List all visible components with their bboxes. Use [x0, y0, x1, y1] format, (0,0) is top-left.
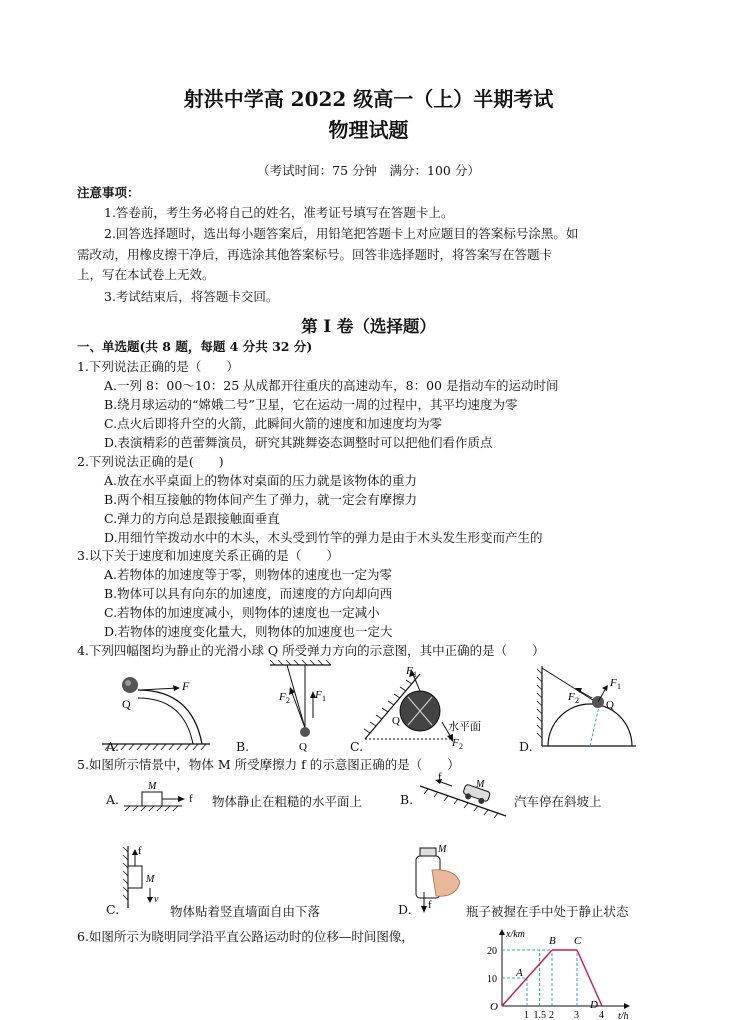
force-label: F — [406, 665, 413, 677]
exam-info: （考试时间：75 分钟 满分：100 分） — [257, 163, 480, 178]
figure-5c — [118, 842, 168, 910]
figure-5b — [416, 772, 510, 820]
figure-4b — [265, 660, 335, 755]
x-tick-label: 4 — [599, 1010, 604, 1020]
origin-label: O — [490, 1001, 498, 1013]
friction-label: f — [438, 772, 442, 783]
x-tick-label: 2 — [549, 1010, 554, 1020]
subscript: 1 — [413, 670, 417, 679]
x-tick-label: 1 — [524, 1010, 529, 1020]
option: C.弹力的方向总是跟接触面垂直 — [104, 511, 280, 526]
question-stem: 4.下列四幅图均为静止的光滑小球 Q 所受弹力方向的示意图，其中正确的是（ ） — [77, 643, 545, 658]
force-label: F — [279, 691, 286, 703]
option-label: D. — [519, 739, 533, 754]
question-stem: 6.如图所示为晓明同学沿平直公路运动时的位移—时间图像， — [77, 929, 414, 944]
caption: 物体静止在粗糙的水平面上 — [212, 794, 363, 809]
option-label: B. — [400, 792, 414, 807]
option: C.点火后即将升空的火箭，此瞬间火箭的速度和加速度均为零 — [104, 416, 443, 431]
mass-label: M — [438, 844, 447, 855]
mass-label: M — [148, 781, 157, 792]
ball-label: Q — [606, 699, 614, 711]
option: A.一列 8：00～10：25 从成都开往重庆的高速动车，8：00 是指动车的运动时间 — [104, 378, 559, 393]
force-label: F — [610, 677, 617, 689]
option-label: A. — [106, 792, 120, 807]
option: B.绕月球运动的“嫦娥二号”卫星，它在运动一周的过程中，其平均速度为零 — [104, 397, 518, 412]
x-axis-label: t/h — [618, 1011, 629, 1020]
subscript: 2 — [286, 696, 290, 705]
subscript: 2 — [459, 742, 463, 751]
ball-label: Q — [299, 741, 307, 753]
subscript: 1 — [617, 682, 621, 691]
option: D.用细竹竿拨动水中的木头，木头受到竹竿的弹力是由于木头发生形变而产生的 — [104, 530, 543, 545]
y-axis-label: x/km — [506, 929, 525, 940]
velocity-label: v — [154, 894, 159, 905]
notice-heading: 注意事项： — [77, 185, 140, 200]
section-title: 第 I 卷（选择题） — [301, 317, 436, 336]
notice-item: 需改动，用橡皮擦干净后，再选涂其他答案标号。回答非选择题时，将答案写在答题卡 — [77, 247, 553, 262]
force-label: F — [315, 689, 322, 701]
point-label: D — [590, 999, 598, 1011]
notice-item: 上，写在本试卷上无效。 — [77, 267, 215, 282]
subscript: 2 — [575, 696, 579, 705]
y-tick-label: 20 — [487, 946, 497, 957]
series-segment — [577, 950, 602, 1006]
option-label: C. — [106, 902, 120, 917]
option: C.若物体的加速度减小，则物体的速度也一定减小 — [104, 605, 380, 620]
caption: 瓶子被握在手中处于静止状态 — [466, 904, 629, 919]
x-tick-label: 1.5 — [533, 1010, 546, 1020]
caption: 物体贴着竖直墙面自由下落 — [170, 904, 321, 919]
subscript: 1 — [322, 694, 326, 703]
notice-item: 1.答卷前，考生务必将自己的姓名，准考证号填写在答题卡上。 — [104, 205, 454, 220]
option-label: C. — [350, 739, 364, 754]
option: A.放在水平桌面上的物体对桌面的压力就是该物体的重力 — [104, 473, 418, 488]
series-segment — [502, 978, 527, 1006]
horizontal-label: 水平面 — [448, 721, 481, 733]
notice-item: 2.回答选择题时，选出每小题答案后，用铅笔把答题卡上对应题目的答案标号涂黑。如 — [104, 226, 579, 241]
option-label: D. — [398, 902, 412, 917]
part-heading: 一、单选题(共 8 题，每题 4 分共 32 分) — [77, 339, 313, 354]
figure-4c — [360, 664, 500, 756]
page-subtitle: 物理试题 — [328, 118, 409, 142]
force-label: F — [568, 691, 575, 703]
mass-label: M — [146, 874, 155, 885]
point-label: B — [549, 935, 556, 947]
question-stem: 3.以下关于速度和加速度关系正确的是（ ） — [77, 548, 339, 563]
figure-4d — [528, 660, 638, 755]
option: B.两个相互接触的物体间产生了弹力，就一定会有摩擦力 — [104, 492, 418, 507]
ball-label: Q — [122, 697, 131, 711]
question-stem: 5.如图所示情景中，物体 M 所受摩擦力 f 的示意图正确的是（ ） — [77, 757, 460, 772]
option-label: B. — [236, 739, 250, 754]
y-axis-arrow — [499, 929, 505, 935]
figure-5d — [410, 842, 466, 918]
mass-label: M — [476, 779, 485, 790]
option: B.物体可以具有向东的加速度，而速度的方向却向西 — [104, 586, 393, 601]
notice-item: 3.考试结束后，将答题卡交回。 — [104, 289, 279, 304]
caption: 汽车停在斜坡上 — [514, 794, 602, 809]
point-label: C — [574, 935, 582, 947]
friction-label: f — [428, 899, 432, 911]
point-label: A — [516, 967, 523, 979]
option: D.表演精彩的芭蕾舞演员，研究其跳舞姿态调整时可以把他们看作质点 — [104, 435, 493, 450]
friction-label: f — [189, 793, 193, 805]
question-stem: 2.下列说法正确的是( ) — [77, 454, 224, 469]
ball-label: Q — [392, 715, 400, 727]
option-label: A. — [106, 739, 120, 754]
x-tick-label: 3 — [574, 1010, 579, 1020]
figure-5a — [122, 778, 202, 812]
page-title: 射洪中学高 2022 级高一（上）半期考试 — [183, 87, 554, 111]
option: A.若物体的加速度等于零，则物体的速度也一定为零 — [104, 567, 393, 582]
y-tick-label: 10 — [487, 974, 497, 985]
friction-label: f — [138, 845, 142, 857]
x-axis-arrow — [624, 1003, 630, 1009]
force-label: F — [182, 679, 190, 693]
force-label: F — [452, 737, 459, 749]
option: D.若物体的速度变化量大，则物体的加速度也一定大 — [104, 624, 393, 639]
question-stem: 1.下列说法正确的是（ ） — [77, 359, 239, 374]
xt-chart — [478, 926, 638, 1020]
